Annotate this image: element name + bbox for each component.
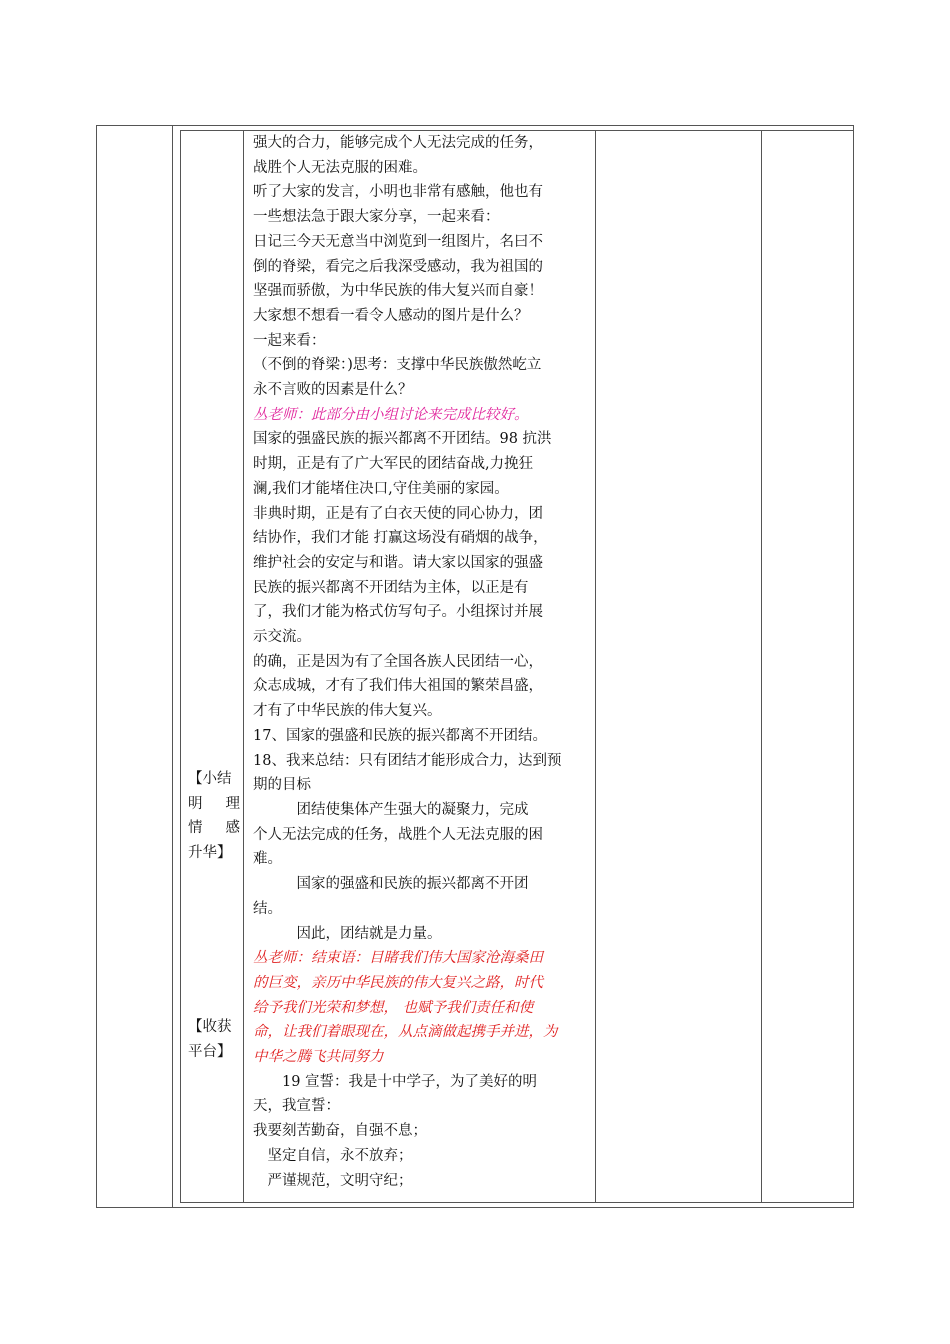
label-line: 【小结	[188, 771, 232, 787]
label-line	[188, 792, 240, 817]
column-divider-2	[180, 130, 181, 1203]
label-char: 感	[225, 820, 240, 837]
content-line: 日记三今天无意当中浏览到一组图片，名曰不	[253, 233, 543, 250]
label-line	[188, 816, 240, 841]
content-line: 因此，团结就是力量。	[253, 925, 442, 942]
teacher-note-line: 命，让我们着眼现在，从点滴做起携手并进，为	[253, 1024, 558, 1041]
content-line: 倒的脊梁，看完之后我深受感动，我为祖国的	[253, 258, 543, 275]
content-line: 战胜个人无法克服的困难。	[253, 159, 427, 176]
table-border-bottom-outer	[96, 1207, 854, 1208]
column-divider-1	[172, 125, 173, 1208]
content-line: 时期，正是有了广大军民的团结奋战,力挽狂	[253, 456, 534, 473]
content-line: 坚强而骄傲，为中华民族的伟大复兴而自豪！	[253, 283, 543, 300]
content-line: 一些想法急于跟大家分享，一起来看：	[253, 209, 500, 226]
content-line: 的确，正是因为有了全国各族人民团结一心，	[253, 653, 543, 670]
label-line: 平台】	[188, 1043, 232, 1060]
section-label-summary	[188, 767, 240, 866]
label-char: 明	[188, 795, 203, 812]
label-line: 升华】	[188, 845, 232, 862]
teacher-note-line: 的巨变，亲历中华民族的伟大复兴之路，时代	[253, 974, 543, 991]
content-line: 听了大家的发言，小明也非常有感触，他也有	[253, 184, 543, 201]
content-line: 国家的强盛和民族的振兴都离不开团	[253, 876, 529, 893]
content-line: 坚定自信，永不放弃；	[253, 1147, 413, 1164]
content-line: （不倒的脊梁：)思考：支撑中华民族傲然屹立	[253, 357, 542, 374]
label-line: 【收获	[188, 1019, 232, 1035]
content-line: 结协作，我们才能 打赢这场没有硝烟的战争，	[253, 530, 548, 547]
content-line: 结。	[253, 900, 282, 917]
content-line: 难。	[253, 851, 282, 868]
content-line: 团结使集体产生强大的凝聚力，完成	[253, 801, 529, 818]
table-border-bottom-inner	[180, 1202, 854, 1203]
column-divider-4	[595, 130, 596, 1203]
content-line: 18、我来总结：只有团结才能形成合力，达到预	[253, 752, 562, 769]
content-line: 个人无法完成的任务，战胜个人无法克服的困	[253, 826, 543, 843]
column-divider-3	[243, 130, 244, 1203]
teacher-note-line: 给予我们光荣和梦想， 也赋予我们责任和使	[253, 999, 534, 1016]
teacher-note-line: 丛老师：此部分由小组讨论来完成比较好。	[253, 406, 529, 423]
content-line: 期的目标	[253, 777, 311, 794]
teacher-note-line: 丛老师：结束语：目睹我们伟大国家沧海桑田	[253, 950, 543, 967]
content-line: 17、国家的强盛和民族的振兴都离不开团结。	[253, 727, 547, 744]
table-border-left	[96, 125, 97, 1208]
content-line: 维护社会的安定与和谐。请大家以国家的强盛	[253, 554, 543, 571]
content-line: 非典时期，正是有了白衣天使的同心协力，团	[253, 505, 543, 522]
content-line: 民族的振兴都离不开团结为主体，以正是有	[253, 579, 529, 596]
lesson-content-cell	[253, 131, 593, 1193]
content-line: 众志成城，才有了我们伟大祖国的繁荣昌盛，	[253, 678, 543, 695]
content-line: 19 宣誓：我是十中学子，为了美好的明	[253, 1073, 538, 1090]
content-line: 严谨规范，文明守纪；	[253, 1172, 413, 1189]
content-line: 示交流。	[253, 629, 311, 646]
teacher-note-line: 中华之腾飞共同努力	[253, 1049, 384, 1066]
section-label-harvest	[188, 1015, 240, 1064]
content-line: 一起来看：	[253, 332, 326, 349]
content-line: 才有了中华民族的伟大复兴。	[253, 703, 442, 720]
content-line: 国家的强盛民族的振兴都离不开团结。98 抗洪	[253, 431, 552, 448]
content-line: 大家想不想看一看令人感动的图片是什么？	[253, 307, 529, 324]
table-border-top-outer	[96, 125, 854, 126]
content-line: 澜,我们才能堵住决口,守住美丽的家园。	[253, 480, 509, 497]
label-char: 理	[225, 795, 240, 812]
content-line: 我要刻苦勤奋，自强不息；	[253, 1123, 427, 1140]
content-line: 永不言败的因素是什么？	[253, 382, 413, 399]
content-line: 强大的合力，能够完成个人无法完成的任务，	[253, 135, 543, 151]
column-divider-5	[761, 130, 762, 1203]
content-line: 天，我宣誓：	[253, 1098, 340, 1115]
content-line: 了，我们才能为格式仿写句子。小组探讨并展	[253, 604, 543, 621]
label-char: 情	[188, 820, 203, 837]
table-border-right	[853, 125, 854, 1208]
